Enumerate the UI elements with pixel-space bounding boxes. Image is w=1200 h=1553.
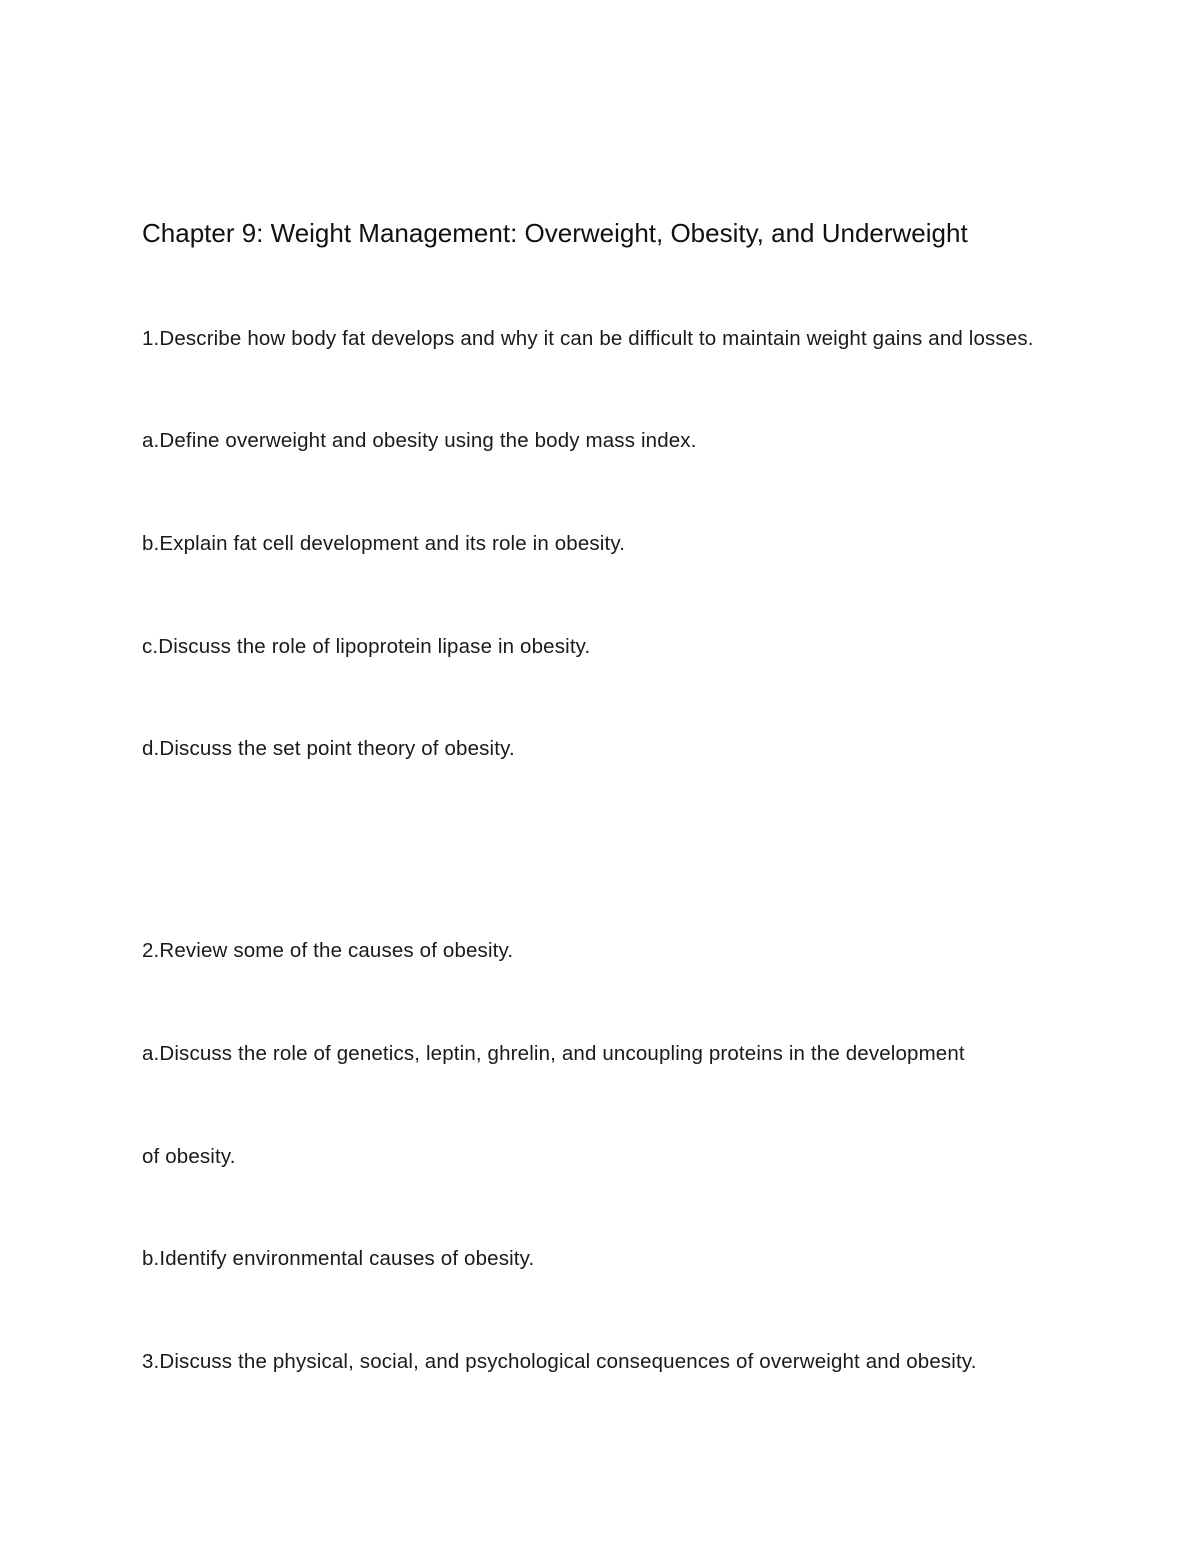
- objective-2b: b.Identify environmental causes of obesity.: [142, 1247, 535, 1270]
- chapter-title: Chapter 9: Weight Management: Overweight, Obesity, and Underweight: [142, 218, 968, 248]
- objective-1d: d.Discuss the set point theory of obesity.: [142, 737, 515, 760]
- objective-2a-continued: of obesity.: [142, 1145, 236, 1168]
- objective-2a: a.Discuss the role of genetics, leptin, ghrelin, and uncoupling proteins in the development: [142, 1042, 965, 1065]
- objective-2: 2.Review some of the causes of obesity.: [142, 939, 514, 962]
- objective-1c: c.Discuss the role of lipoprotein lipase in obesity.: [142, 635, 591, 658]
- objective-1b: b.Explain fat cell development and its role in obesity.: [142, 532, 626, 555]
- objective-1: 1.Describe how body fat develops and why it can be difficult to maintain weight gains and losses.: [142, 327, 1034, 350]
- objective-3: 3.Discuss the physical, social, and psychological consequences of overweight and obesity.: [142, 1350, 977, 1373]
- objective-1a: a.Define overweight and obesity using the body mass index.: [142, 429, 697, 452]
